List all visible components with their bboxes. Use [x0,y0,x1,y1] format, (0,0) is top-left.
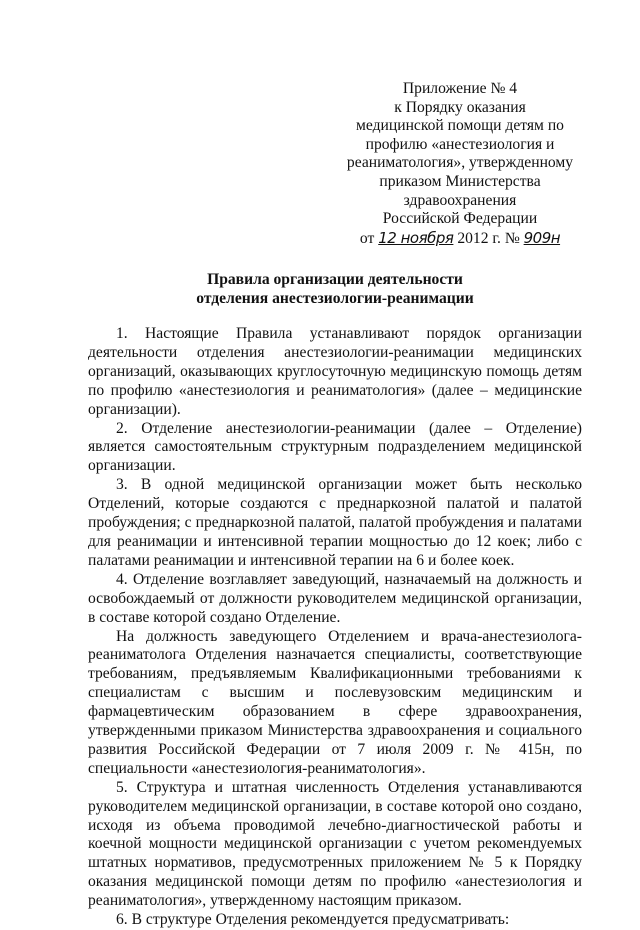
appendix-line: Российской Федерации [382,210,538,228]
appendix-line: Приложение № 4 [402,80,518,97]
appendix-line: реаниматология», утвержденному [346,154,574,172]
paragraph-1: 1. Настоящие Правила устанавливают порядок организации деятельности отделения анестезиологии-реанимации медицинских организаций, оказывающих круглосуточную медицинскую помощь детям по профилю «анестезиология и реаниматология» (далее – медицинские организации). [88,325,582,418]
appendix-line: профилю «анестезиология и [365,135,555,153]
appendix-line: здравоохранения [403,191,517,209]
document-title [90,270,580,308]
appendix-line: медицинской помощи детям по [356,117,564,135]
appendix-header [330,80,590,248]
document-body [88,325,582,930]
paragraph-2: 2. Отделение анестезиологии-реанимации (далее – Отделение) является самостоятельным структурным подразделением медицинской организации. [88,419,582,475]
paragraph-4: 4. Отделение возглавляет заведующий, назначаемый на должность и освобождаемый от должности руководителем медицинской организации, в составе которой создано Отделение. [88,570,582,626]
title-line: отделения анестезиологии-реанимации [196,290,474,307]
paragraph-3: 3. В одной медицинской организации может быть несколько Отделений, которые создаются с преднаркозной палатой и палатой пробуждения; с преднаркозной палатой, палатой пробуждения и палатами для реанимации и интенсивной терапии мощностью до 12 коек; либо с палатами реанимации и интенсивной терапии на 6 и более коек. [88,476,582,569]
paragraph-4-continued: На должность заведующего Отделением и врача-анестезиолога-реаниматолога Отделения назначается специалисты, соответствующие требованиям, предъявляемым Квалификационными требованиями к специалистам с высшим и послевузовским медицинским и фармацевтическим образованием в сфере здравоохранения, утвержденными приказом Министерства здравоохранения и социального развития Российской Федерации от 7 июля 2009 г. № 415н, по специальности «анестезиология-реаниматология». [88,627,582,777]
handwritten-date: 12 ноября [378,228,454,247]
order-date-line [330,229,590,249]
paragraph-6: 6. В структуре Отделения рекомендуется предусматривать: [116,911,510,929]
appendix-line: к Порядку оказания [394,98,526,116]
handwritten-order-number: 909н [523,228,561,247]
title-line: Правила организации деятельности [207,271,463,288]
paragraph-5: 5. Структура и штатная численность Отделения устанавливаются руководителем медицинской организации, в составе которой оно создано, исходя из объема проводимой лечебно-диагностической работы и коечной мощности медицинской организации с учетом рекомендуемых штатных нормативов, предусмотренных приложением № 5 к Порядку оказания медицинской помощи детям по профилю «анестезиология и реаниматология», утвержденному настоящим приказом. [88,778,582,910]
date-year: 2012 г. № [457,229,520,247]
date-prefix: от [359,229,375,247]
appendix-line: приказом Министерства [379,172,541,190]
